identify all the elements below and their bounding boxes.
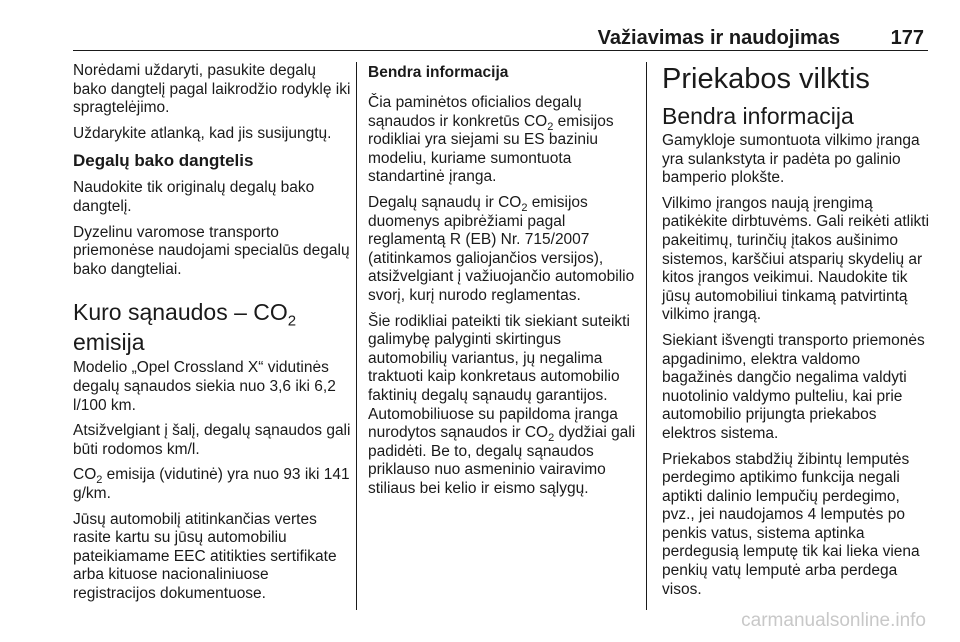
paragraph-new-installation: Vilkimo įrangos naują įrengimą patikėkite dirbtuvėms. Gali reikėti atlikti pakeitimų, turinčių įtakos aušinimo sistemos, karščiui atsparių skydelių ar kitos įrangos veikimui. Naudokite tik jūsų automobiliui tinkamą patvirtintą vilkimo įrangą. <box>662 194 930 324</box>
column-2 <box>368 62 638 505</box>
paragraph-comparison: Šie rodikliai pateikti tik siekiant suteikti galimybę palyginti skirtingus automobilių variantus, jų negalima traktuoti kaip konkretaus automobilio faktinių degalų sąnaudų garantijos. Automobiliuose su papildoma įranga nurodytos sąnaudos ir $CO_2$ dydžiai gali padidėti. Be to, degalų sąnaudos priklauso nuo asmeninio vairavimo stiliaus bei kelio ir eismo sąlygų. <box>368 312 636 497</box>
running-title: Važiavimas ir naudojimas <box>597 27 840 49</box>
chapter-title: Priekabos vilktis <box>662 63 870 95</box>
watermark: carmanualsonline.info <box>741 610 926 631</box>
paragraph-average-consumption: Modelio „Opel Crossland X“ vidutinės degalų sąnaudos siekia nuo 3,6 iki 6,2 l/100 km. <box>73 359 336 414</box>
paragraph-km-per-l: Atsižvelgiant į šalį, degalų sąnaudos gali būti rodomos km/l. <box>73 422 351 458</box>
paragraph-regulation: Degalų sąnaudų ir $CO_2$ emisijos duomenys apibrėžiami pagal reglamentą R (EB) Nr. 715/2007 (atitinkamos galiojančios versijos), atsižvelgiant į važiuojančio automobilio svorį, kurį nurodo reglamentas. <box>368 193 635 304</box>
heading-general-info: Bendra informacija <box>368 64 509 81</box>
heading-fuel-cap: Degalų bako dangtelis <box>73 151 254 171</box>
paragraph-eec-certificate: Jūsų automobilį atitinkančias vertes rasite kartu su jūsų automobiliu pateikiamame EEC atitikties sertifikate arba kituose nacionaliniuose registracijos dokumentuose. <box>73 510 337 602</box>
column-divider-2 <box>646 62 647 610</box>
paragraph-tailgate-warning: Siekiant išvengti transporto priemonės apgadinimo, elektra valdomo bagažinės dangčio negalima valdyti nuotolinio valdymo pulteliu, kai prie automobilio prijungta priekabos elektros sistema. <box>662 331 925 442</box>
paragraph-diesel-cap: Dyzelinu varomose transporto priemonėse naudojami specialūs degalų bako dangteliai. <box>73 223 350 278</box>
paragraph-original-cap: Naudokite tik originalų degalų bako dangtelį. <box>73 179 315 215</box>
paragraph-close-cap: Norėdami uždaryti, pasukite degalų bako dangtelį pagal laikrodžio rodyklę iki spragtelėjimo. <box>73 62 351 117</box>
paragraph-co2-emission: $CO_2$ emisija (vidutinė) yra nuo 93 iki 141 g/km. <box>73 466 350 502</box>
paragraph-brake-lamp-detection: Priekabos stabdžių žibintų lemputės perdegimo aptikimo funkcija negali aptikti dalinio lempučių perdegimo, pvz., jei naudojamos 4 lemputės po penkis vatus, sistema aptinka perdegusią lemputę tik kai lieka viena penkių vatų lemputė arba perdega visos. <box>662 450 920 598</box>
column-divider-1 <box>356 62 357 610</box>
page-number: 177 <box>890 27 924 49</box>
column-3 <box>662 62 930 606</box>
column-1 <box>73 62 351 610</box>
paragraph-close-flap: Uždarykite atlanką, kad jis susijungtų. <box>73 124 332 142</box>
heading-fuel-consumption: Kuro sąnaudos – $CO_2$ emisija <box>73 299 297 356</box>
page-header <box>73 20 928 51</box>
paragraph-official-consumption: Čia paminėtos oficialios degalų sąnaudos ir konkretūs $CO_2$ emisijos rodikliai yra siejami su ES baziniu modeliu, kuriame sumontuota standartinė įranga. <box>368 94 614 186</box>
paragraph-factory-towbar: Gamykloje sumontuota vilkimo įranga yra sulankstyta ir padėta po galinio bamperio plokšte. <box>662 132 920 187</box>
heading-general-info-towing: Bendra informacija <box>662 103 854 129</box>
